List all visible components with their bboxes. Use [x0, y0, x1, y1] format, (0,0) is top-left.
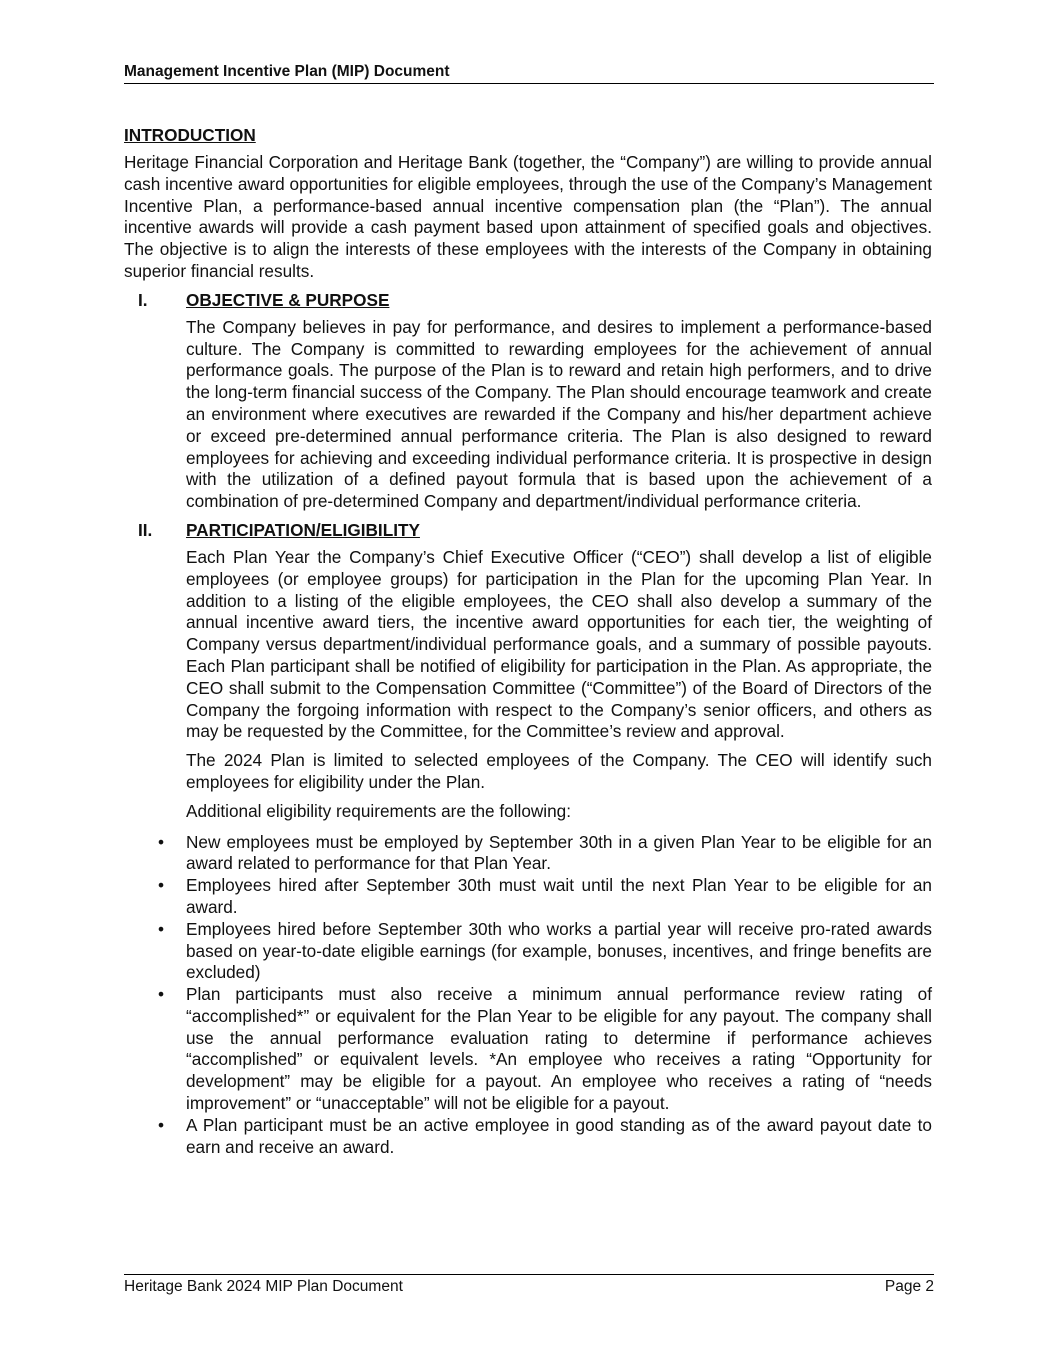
- section-number: II.: [138, 519, 153, 540]
- document-body: [124, 124, 932, 1158]
- section-heading: [124, 519, 932, 541]
- introduction-heading: INTRODUCTION: [124, 125, 256, 145]
- document-title: Management Incentive Plan (MIP) Document: [124, 63, 450, 80]
- list-item: • Plan participants must also receive a minimum annual performance review rating of “accomplished*” or equivalent for the Plan Year to be eligible for any payout. The company shall use the annual performance evaluation rating to determine if performance achieves “accomplished” or equivalent levels. *An employee who receives a rating “Opportunity for development” may be eligible for a payout. An employee who receives a rating of “needs improvement” or “unacceptable” will not be eligible for a payout.: [124, 984, 932, 1115]
- section-title: OBJECTIVE & PURPOSE: [186, 289, 390, 310]
- eligibility-requirements-list: [124, 832, 932, 1159]
- section-paragraph: Additional eligibility requirements are the following:: [186, 800, 572, 821]
- page-header: [124, 62, 934, 84]
- footer-document-name: Heritage Bank 2024 MIP Plan Document: [124, 1278, 403, 1295]
- page-footer: [124, 1274, 934, 1296]
- section-content: [186, 547, 932, 823]
- introduction-section: [124, 124, 932, 283]
- section-number: I.: [138, 289, 148, 310]
- section-paragraph: The Company believes in pay for performance, and desires to implement a performance-based culture. The Company is committed to rewarding employees for the achievement of annual performance goals. The purpose of the Plan is to reward and retain high performers, and to drive the long-term financial success of the Company. The Plan should encourage teamwork and create an environment where executives are rewarded if the Company and his/her department achieve or exceed pre-determined annual performance criteria. The Plan is also designed to reward employees for achieving and exceeding individual performance criteria. It is prospective in design with the utilization of a defined payout formula that is based upon the achievement of a combination of pre-determined Company and department/individual performance criteria.: [186, 316, 932, 512]
- page-number: Page 2: [884, 1278, 934, 1295]
- section-paragraph: Each Plan Year the Company’s Chief Executive Officer (“CEO”) shall develop a list of eligible employees (or employee groups) for participation in the Plan for the upcoming Plan Year. In addition to a listing of the eligible employees, the CEO shall also develop a summary of the annual incentive award tiers, the incentive award opportunities for each tier, the weighting of Company versus department/individual performance goals, and a summary of possible payouts. Each Plan participant shall be notified of eligibility for participation in the Plan. As appropriate, the CEO shall submit to the Compensation Committee (“Committee”) of the Board of Directors of the Company the forgoing information with respect to the Company’s senior officers, and others as may be requested by the Committee, for the Committee’s review and approval.: [186, 546, 932, 742]
- list-item: • New employees must be employed by September 30th in a given Plan Year to be eligible for an award related to performance for that Plan Year.: [124, 832, 932, 876]
- section-heading: [124, 289, 932, 311]
- list-item: • Employees hired before September 30th who works a partial year will receive pro-rated awards based on year-to-date eligible earnings (for example, bonuses, incentives, and fringe benefits are excluded): [124, 919, 932, 984]
- list-item: • A Plan participant must be an active employee in good standing as of the award payout date to earn and receive an award.: [124, 1115, 932, 1159]
- section-objective-purpose: [124, 289, 932, 513]
- section-participation-eligibility: [124, 519, 932, 1159]
- list-item: • Employees hired after September 30th must wait until the next Plan Year to be eligible for an award.: [124, 875, 932, 919]
- section-title: PARTICIPATION/ELIGIBILITY: [186, 519, 420, 540]
- section-paragraph: The 2024 Plan is limited to selected employees of the Company. The CEO will identify such employees for eligibility under the Plan.: [186, 750, 932, 792]
- introduction-paragraph: Heritage Financial Corporation and Heritage Bank (together, the “Company”) are willing to provide annual cash incentive award opportunities for eligible employees, through the use of the Company’s Management Incentive Plan, a performance-based annual incentive compensation plan (the “Plan”). The annual incentive awards will provide a cash payment based upon attainment of specified goals and objectives. The objective is to align the interests of these employees with the interests of the Company in obtaining superior financial results.: [124, 152, 932, 281]
- section-content: [186, 317, 932, 513]
